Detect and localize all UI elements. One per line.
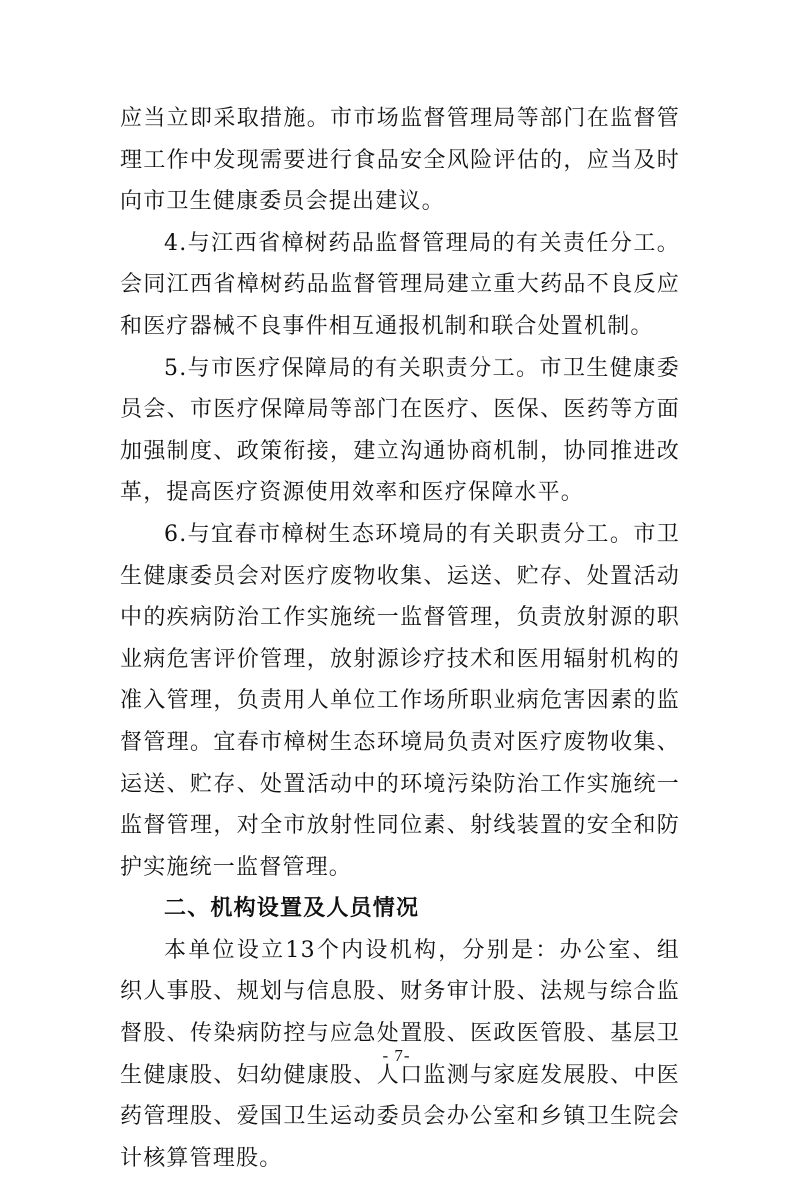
paragraph-medical-insurance: 5.与市医疗保障局的有关职责分工。市卫生健康委员会、市医疗保障局等部门在医疗、医保、医药等方面加强制度、政策衔接，建立沟通协商机制，协同推进改革，提高医疗资源使用效率和医疗保障水平。: [120, 355, 680, 506]
document-body: [120, 98, 680, 1179]
section-heading: 二、机构设置及人员情况: [164, 896, 420, 922]
page-number: - 7-: [382, 1046, 411, 1065]
paragraph-internal-departments: 本单位设立13个内设机构，分别是：办公室、组织人事股、规划与信息股、财务审计股、法规与综合监督股、传染病防控与应急处置股、医政医管股、基层卫生健康股、妇幼健康股、人口监测与家庭发展股、中医药管理股、爱国卫生运动委员会办公室和乡镇卫生院会计核算管理股。: [120, 937, 680, 1171]
paragraph-drug-regulation: 4.与江西省樟树药品监督管理局的有关责任分工。会同江西省樟树药品监督管理局建立重大药品不良反应和医疗器械不良事件相互通报机制和联合处置机制。: [120, 230, 680, 339]
paragraph-continuation: 应当立即采取措施。市市场监督管理局等部门在监督管理工作中发现需要进行食品安全风险评估的，应当及时向市卫生健康委员会提出建议。: [120, 106, 680, 215]
paragraph-ecology-environment: 6.与宜春市樟树生态环境局的有关职责分工。市卫生健康委员会对医疗废物收集、运送、贮存、处置活动中的疾病防治工作实施统一监督管理，负责放射源的职业病危害评价管理，放射源诊疗技术和医用辐射机构的准入管理，负责用人单位工作场所职业病危害因素的监督管理。宜春市樟树生态环境局负责对医疗废物收集、运送、贮存、处置活动中的环境污染防治工作实施统一监督管理，对全市放射性同位素、射线装置的安全和防护实施统一监督管理。: [120, 521, 680, 880]
